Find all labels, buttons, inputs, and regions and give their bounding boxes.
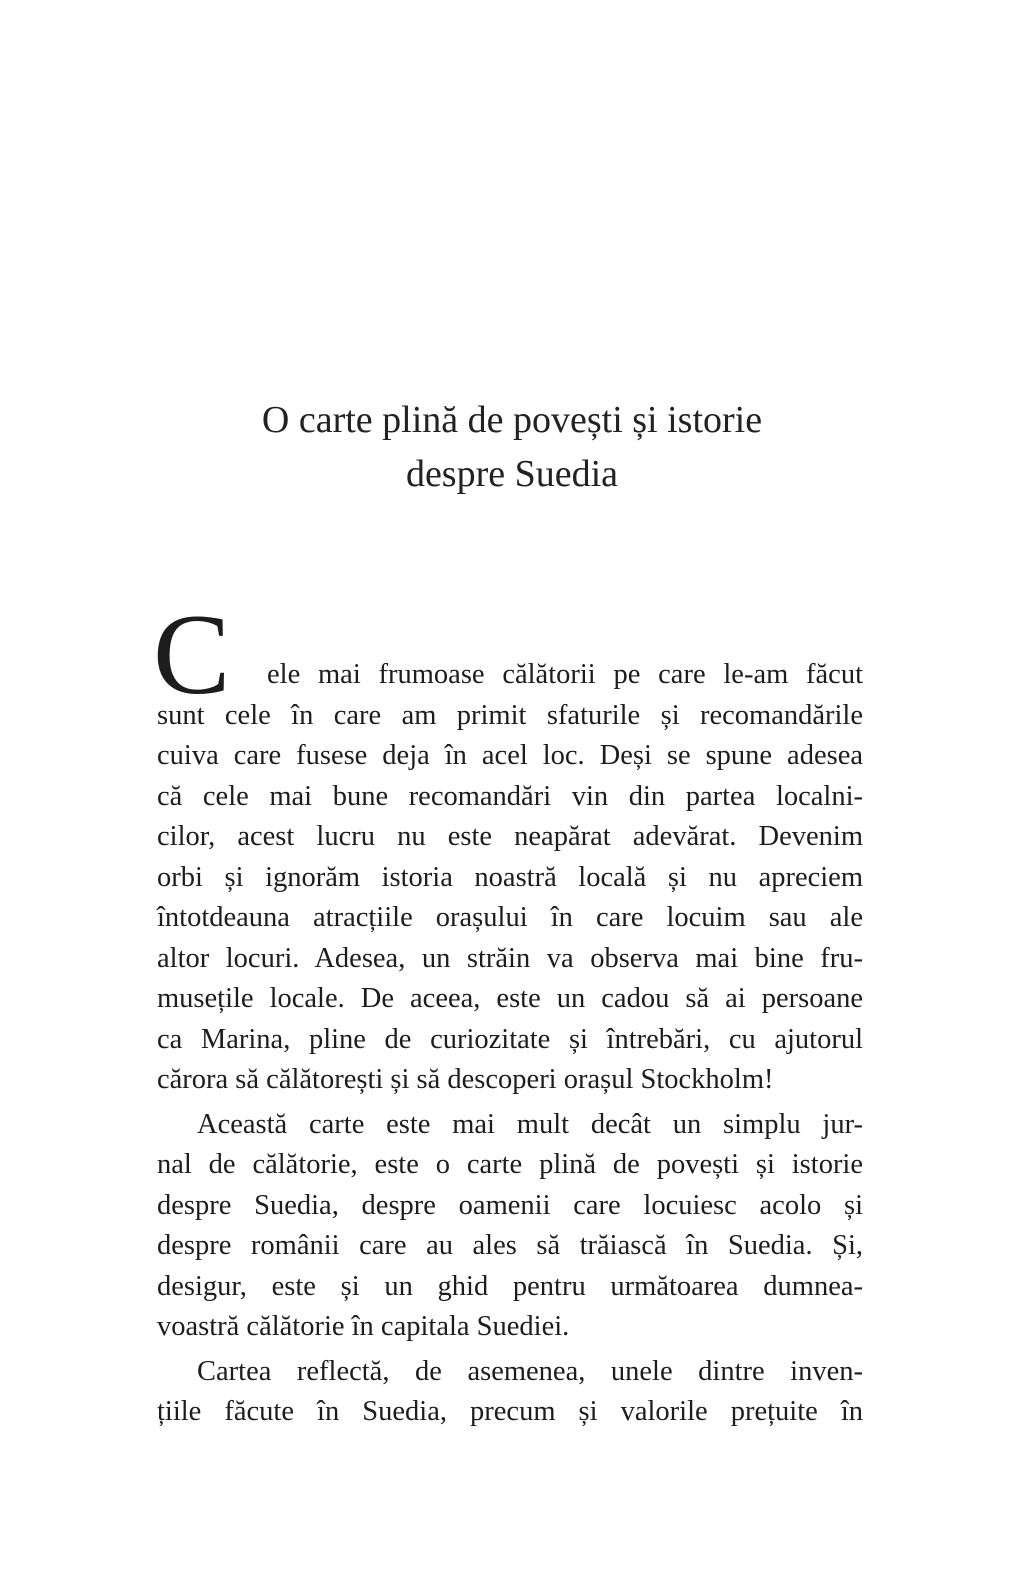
paragraph-3 — [157, 1352, 863, 1433]
paragraph-line: Cartea reflectă, de asemenea, unele dintre inven- — [197, 1355, 863, 1387]
paragraph-line: orbi și ignorăm istoria noastră locală și nu apreciem — [157, 861, 863, 893]
paragraph-line: ele mai frumoase călătorii pe care le-am făcut — [267, 659, 863, 690]
paragraph-line: sunt cele în care am primit sfaturile și recomandările — [157, 699, 863, 731]
drop-cap: C — [153, 591, 231, 719]
paragraph-line: Această carte este mai mult decât un simplu jur- — [197, 1108, 863, 1140]
paragraph-1 — [153, 591, 863, 1101]
paragraph-line: cuiva care fusese deja în acel loc. Deși se spune adesea — [157, 740, 863, 771]
paragraph-line: despre Suedia, despre oamenii care locuiesc acolo și — [157, 1189, 863, 1221]
paragraph-line: cilor, acest lucru nu este neapărat adevărat. Devenim — [157, 821, 863, 852]
chapter-title-line-2: despre Suedia — [405, 453, 619, 495]
paragraph-line: desigur, este și un ghid pentru următoarea dumnea- — [157, 1270, 863, 1302]
paragraph-line: despre românii care au ales să trăiască în Suedia. Și, — [157, 1230, 863, 1261]
paragraph-line: musețile locale. De aceea, este un cadou să ai persoane — [157, 983, 863, 1014]
paragraph-line: ca Marina, pline de curiozitate și întrebări, cu ajutorul — [157, 1023, 863, 1055]
paragraph-line: nal de călătorie, este o carte plină de povești și istorie — [157, 1149, 863, 1180]
paragraph-line: întotdeauna atracțiile orașului în care locuim sau ale — [157, 902, 863, 933]
paragraph-2 — [157, 1105, 863, 1348]
paragraph-line: voastră călătorie în capitala Suediei. — [157, 1311, 570, 1342]
chapter-title — [0, 393, 1024, 501]
paragraph-line: cărora să călătorești și să descoperi orașul Stockholm! — [157, 1064, 774, 1095]
paragraph-line: țiile făcute în Suedia, precum și valorile prețuite în — [157, 1396, 863, 1427]
paragraph-line: că cele mai bune recomandări vin din partea localni- — [157, 780, 863, 812]
body-text — [153, 591, 863, 1433]
chapter-title-line-1: O carte plină de povești și istorie — [261, 399, 763, 441]
paragraph-line: altor locuri. Adesea, un străin va observa mai bine fru- — [157, 942, 863, 974]
